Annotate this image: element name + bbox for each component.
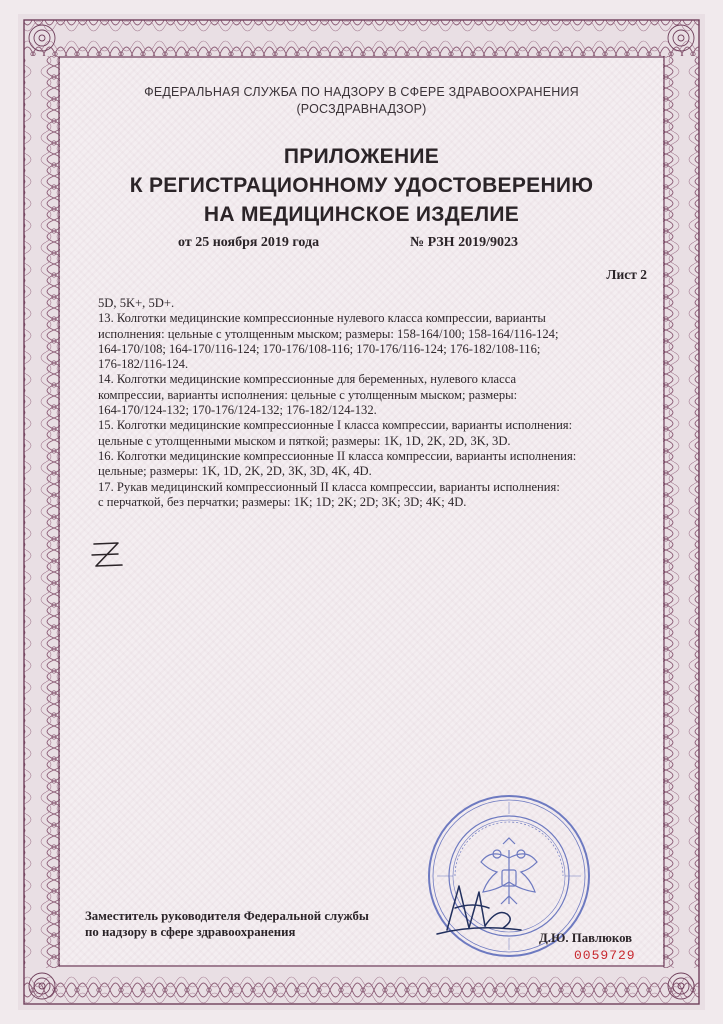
agency-abbreviation: (РОСЗДРАВНАДЗОР) — [296, 102, 427, 116]
body-line: 14. Колготки медицинские компрессионные для беременных, нулевого класса — [98, 372, 517, 387]
agency-header — [0, 84, 723, 118]
body-line: 176-182/116-124. — [98, 357, 189, 372]
handwritten-signature — [415, 868, 535, 948]
end-of-text-mark — [88, 538, 128, 572]
sheet-number: Лист 2 — [606, 267, 647, 282]
issue-date: от 25 ноября 2019 года — [178, 235, 320, 250]
product-list — [98, 296, 664, 510]
position-line-2: по надзору в сфере здравоохранения — [85, 925, 296, 939]
agency-name: ФЕДЕРАЛЬНАЯ СЛУЖБА ПО НАДЗОРУ В СФЕРЕ ЗДРАВООХРАНЕНИЯ — [144, 85, 579, 99]
body-line: исполнения: цельные с утолщенным мыском; размеры: 158-164/100; 158-164/116-124; — [98, 326, 559, 341]
form-serial-number: 0059729 — [574, 948, 636, 963]
body-line: 17. Рукав медицинский компрессионный II класса компрессии, варианты исполнения: — [98, 479, 560, 494]
registration-number: № РЗН 2019/9023 — [410, 235, 518, 250]
title-line-3: НА МЕДИЦИНСКОЕ ИЗДЕЛИЕ — [203, 203, 520, 226]
body-line: 13. Колготки медицинские компрессионные нулевого класса компрессии, варианты — [98, 311, 546, 326]
body-line: 5D, 5K+, 5D+. — [98, 296, 175, 310]
document-title — [0, 142, 723, 229]
body-line: с перчаткой, без перчатки; размеры: 1K; 1D; 2K; 2D; 3K; 3D; 4K; 4D. — [98, 494, 467, 509]
signatory-name: Д.Ю. Павлюков — [539, 931, 633, 945]
body-line: компрессии, варианты исполнения: цельные с утолщенным мыском; размеры: — [98, 387, 518, 402]
body-line: 16. Колготки медицинские компрессионные II класса компрессии, варианты исполнения: — [98, 448, 577, 463]
body-line: 164-170/124-132; 170-176/124-132; 176-182/124-132. — [98, 403, 377, 418]
body-line: цельные; размеры: 1K, 1D, 2K, 2D, 3K, 3D, 4K, 4D. — [98, 464, 372, 479]
title-line-2: К РЕГИСТРАЦИОННОМУ УДОСТОВЕРЕНИЮ — [129, 174, 594, 197]
body-line: 164-170/108; 164-170/116-124; 170-176/108-116; 170-176/116-124; 176-182/108-116; — [98, 341, 541, 356]
signatory-position — [85, 908, 369, 940]
body-line: 15. Колготки медицинские компрессионные I класса компрессии, варианты исполнения: — [98, 418, 573, 433]
position-line-1: Заместитель руководителя Федеральной службы — [85, 909, 369, 923]
body-line: цельные с утолщенными мыском и пяткой; размеры: 1K, 1D, 2K, 2D, 3K, 3D. — [98, 433, 511, 448]
title-line-1: ПРИЛОЖЕНИЕ — [283, 145, 440, 168]
